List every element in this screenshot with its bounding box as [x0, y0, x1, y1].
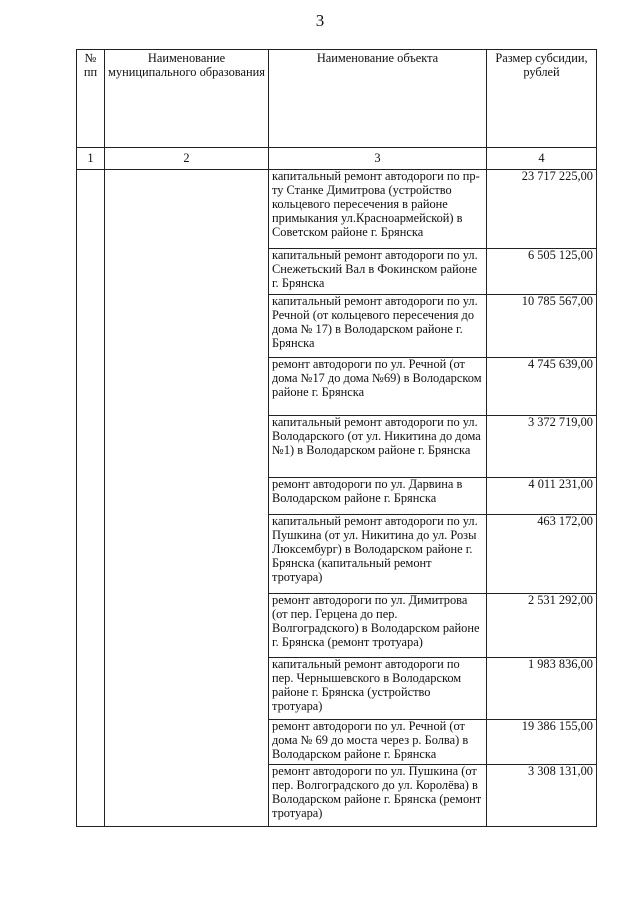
amount-cell: 10 785 567,00	[487, 295, 597, 358]
table-header-row	[77, 50, 597, 148]
column-number: 2	[105, 148, 269, 170]
header-amount: Размер субсидии, рублей	[487, 50, 597, 148]
object-cell: капитальный ремонт автодороги по ул. Пушкина (от ул. Никитина до ул. Розы Люксембург) в Володарском районе г. Брянска (капитальный ремонт тротуара)	[269, 515, 487, 594]
object-cell: капитальный ремонт автодороги по пр-ту Станке Димитрова (устройство кольцевого пересечения в районе примыкания ул.Красноармейской) в Советском районе г. Брянска	[269, 170, 487, 249]
column-number: 3	[269, 148, 487, 170]
amount-cell: 4 745 639,00	[487, 358, 597, 416]
amount-cell: 3 372 719,00	[487, 416, 597, 478]
header-object: Наименование объекта	[269, 50, 487, 148]
object-cell: ремонт автодороги по ул. Пушкина (от пер. Волгоградского до ул. Королёва) в Володарском районе г. Брянска (ремонт тротуара)	[269, 765, 487, 827]
object-cell: капитальный ремонт автодороги по пер. Чернышевского в Володарском районе г. Брянска (устройство тротуара)	[269, 658, 487, 720]
amount-cell: 4 011 231,00	[487, 478, 597, 515]
municipality-cell	[105, 170, 269, 827]
object-cell: ремонт автодороги по ул. Дарвина в Володарском районе г. Брянска	[269, 478, 487, 515]
object-cell: ремонт автодороги по ул. Речной (от дома № 69 до моста через р. Болва) в Володарском районе г. Брянска	[269, 720, 487, 765]
column-number-row	[77, 148, 597, 170]
page-number: 3	[315, 11, 325, 30]
subsidy-table	[76, 49, 597, 827]
amount-cell: 1 983 836,00	[487, 658, 597, 720]
object-cell: ремонт автодороги по ул. Димитрова (от пер. Герцена до пер. Волгоградского) в Володарском районе г. Брянска (ремонт тротуара)	[269, 594, 487, 658]
object-cell: капитальный ремонт автодороги по ул. Речной (от кольцевого пересечения до дома № 17) в Володарском районе г. Брянска	[269, 295, 487, 358]
amount-cell: 2 531 292,00	[487, 594, 597, 658]
object-cell: капитальный ремонт автодороги по ул. Снежетьский Вал в Фокинском районе г. Брянска	[269, 249, 487, 295]
amount-cell: 19 386 155,00	[487, 720, 597, 765]
amount-cell: 463 172,00	[487, 515, 597, 594]
amount-cell: 6 505 125,00	[487, 249, 597, 295]
table-row	[77, 170, 597, 249]
header-municipality: Наименование муниципального образования	[105, 50, 269, 148]
header-num: № пп	[77, 50, 105, 148]
object-cell: ремонт автодороги по ул. Речной (от дома №17 до дома №69) в Володарском районе г. Брянска	[269, 358, 487, 416]
amount-cell: 23 717 225,00	[487, 170, 597, 249]
column-number: 1	[77, 148, 105, 170]
object-cell: капитальный ремонт автодороги по ул. Володарского (от ул. Никитина до дома №1) в Володарском районе г. Брянска	[269, 416, 487, 478]
amount-cell: 3 308 131,00	[487, 765, 597, 827]
column-number: 4	[487, 148, 597, 170]
num-cell	[77, 170, 105, 827]
